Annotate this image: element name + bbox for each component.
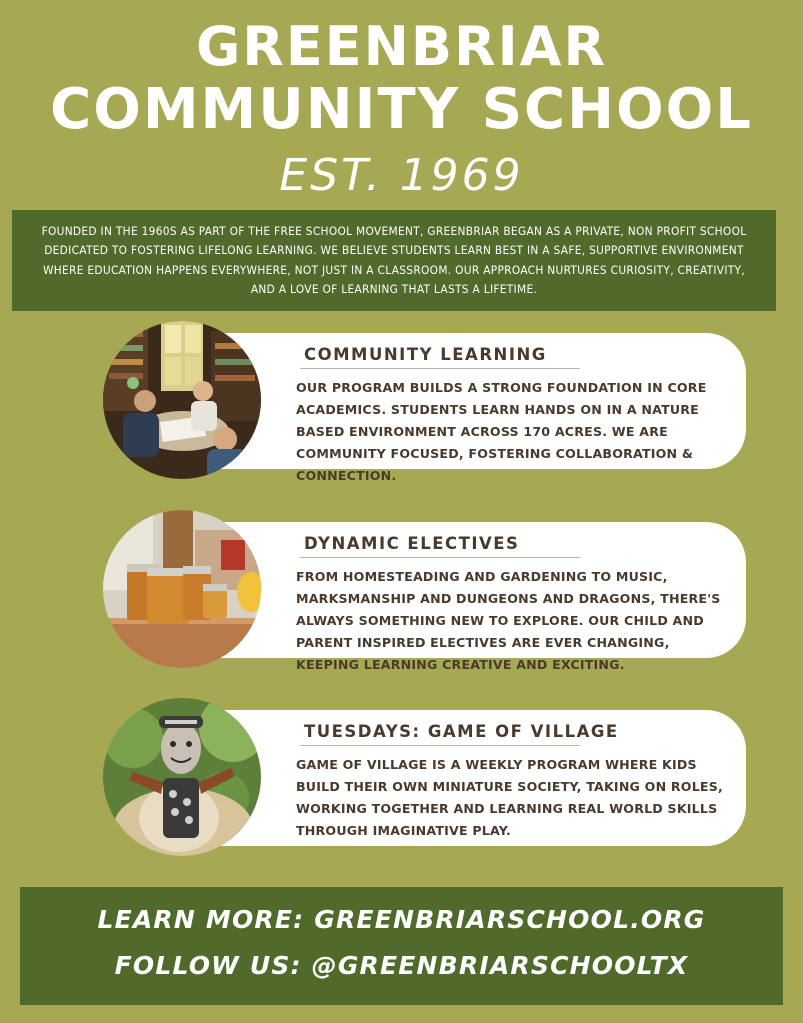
photo-classroom <box>103 321 261 479</box>
contact-footer <box>20 887 783 1005</box>
established-year: EST. 1969 <box>279 150 524 201</box>
section-card-game-of-village <box>190 710 746 846</box>
school-name-line2: COMMUNITY SCHOOL <box>50 77 753 142</box>
school-name-line1: GREENBRIAR <box>195 15 608 78</box>
section-divider <box>300 557 580 558</box>
photo-honey-jars <box>103 510 261 668</box>
section-title: TUESDAYS: GAME OF VILLAGE <box>304 722 619 741</box>
intro-panel <box>12 210 776 311</box>
section-text: GAME OF VILLAGE IS A WEEKLY PROGRAM WHERE KIDS BUILD THEIR OWN MINIATURE SOCIETY, TAKING ON ROLES, WORKING TOGETHER AND LEARNING REAL WORLD SKILLS THROUGH IMAGINATIVE PLAY. <box>296 757 723 838</box>
photo-puppet <box>103 698 261 856</box>
section-text: FROM HOMESTEADING AND GARDENING TO MUSIC, MARKSMANSHIP AND DUNGEONS AND DRAGONS, THERE'S ALWAYS SOMETHING NEW TO EXPLORE. OUR CHILD AND PARENT INSPIRED ELECTIVES ARE EVER CHANGING, KEEPING LEARNING CREATIVE AND EXCITING. <box>296 569 721 672</box>
section-title: COMMUNITY LEARNING <box>304 345 547 364</box>
section-divider <box>300 745 580 746</box>
section-divider <box>300 368 580 369</box>
website-link[interactable]: LEARN MORE: GREENBRIARSCHOOL.ORG <box>97 905 706 934</box>
social-handle[interactable]: FOLLOW US: @GREENBRIARSCHOOLTX <box>114 951 689 980</box>
section-card-dynamic-electives <box>190 522 746 672</box>
section-title: DYNAMIC ELECTIVES <box>304 534 520 553</box>
intro-text: FOUNDED IN THE 1960S AS PART OF THE FREE SCHOOL MOVEMENT, GREENBRIAR BEGAN AS A PRIVATE, NON PROFIT SCHOOL DEDICATED TO FOSTERING LIFELONG LEARNING. WE BELIEVE STUDENTS LEARN BEST IN A SAFE, SUPPORTIVE ENVIRONMENT WHERE EDUCATION HAPPENS EVERYWHERE, NOT JUST IN A CLASSROOM. OUR APPROACH NURTURES CURIOSITY, CREATIVITY, AND A LOVE OF LEARNING THAT LASTS A LIFETIME. <box>41 223 747 296</box>
section-text: OUR PROGRAM BUILDS A STRONG FOUNDATION IN CORE ACADEMICS. STUDENTS LEARN HANDS ON IN A NATURE BASED ENVIRONMENT ACROSS 170 ACRES. WE ARE COMMUNITY FOCUSED, FOSTERING COLLABORATION & CONNECTION. <box>296 380 707 483</box>
section-card-community-learning <box>190 333 746 483</box>
